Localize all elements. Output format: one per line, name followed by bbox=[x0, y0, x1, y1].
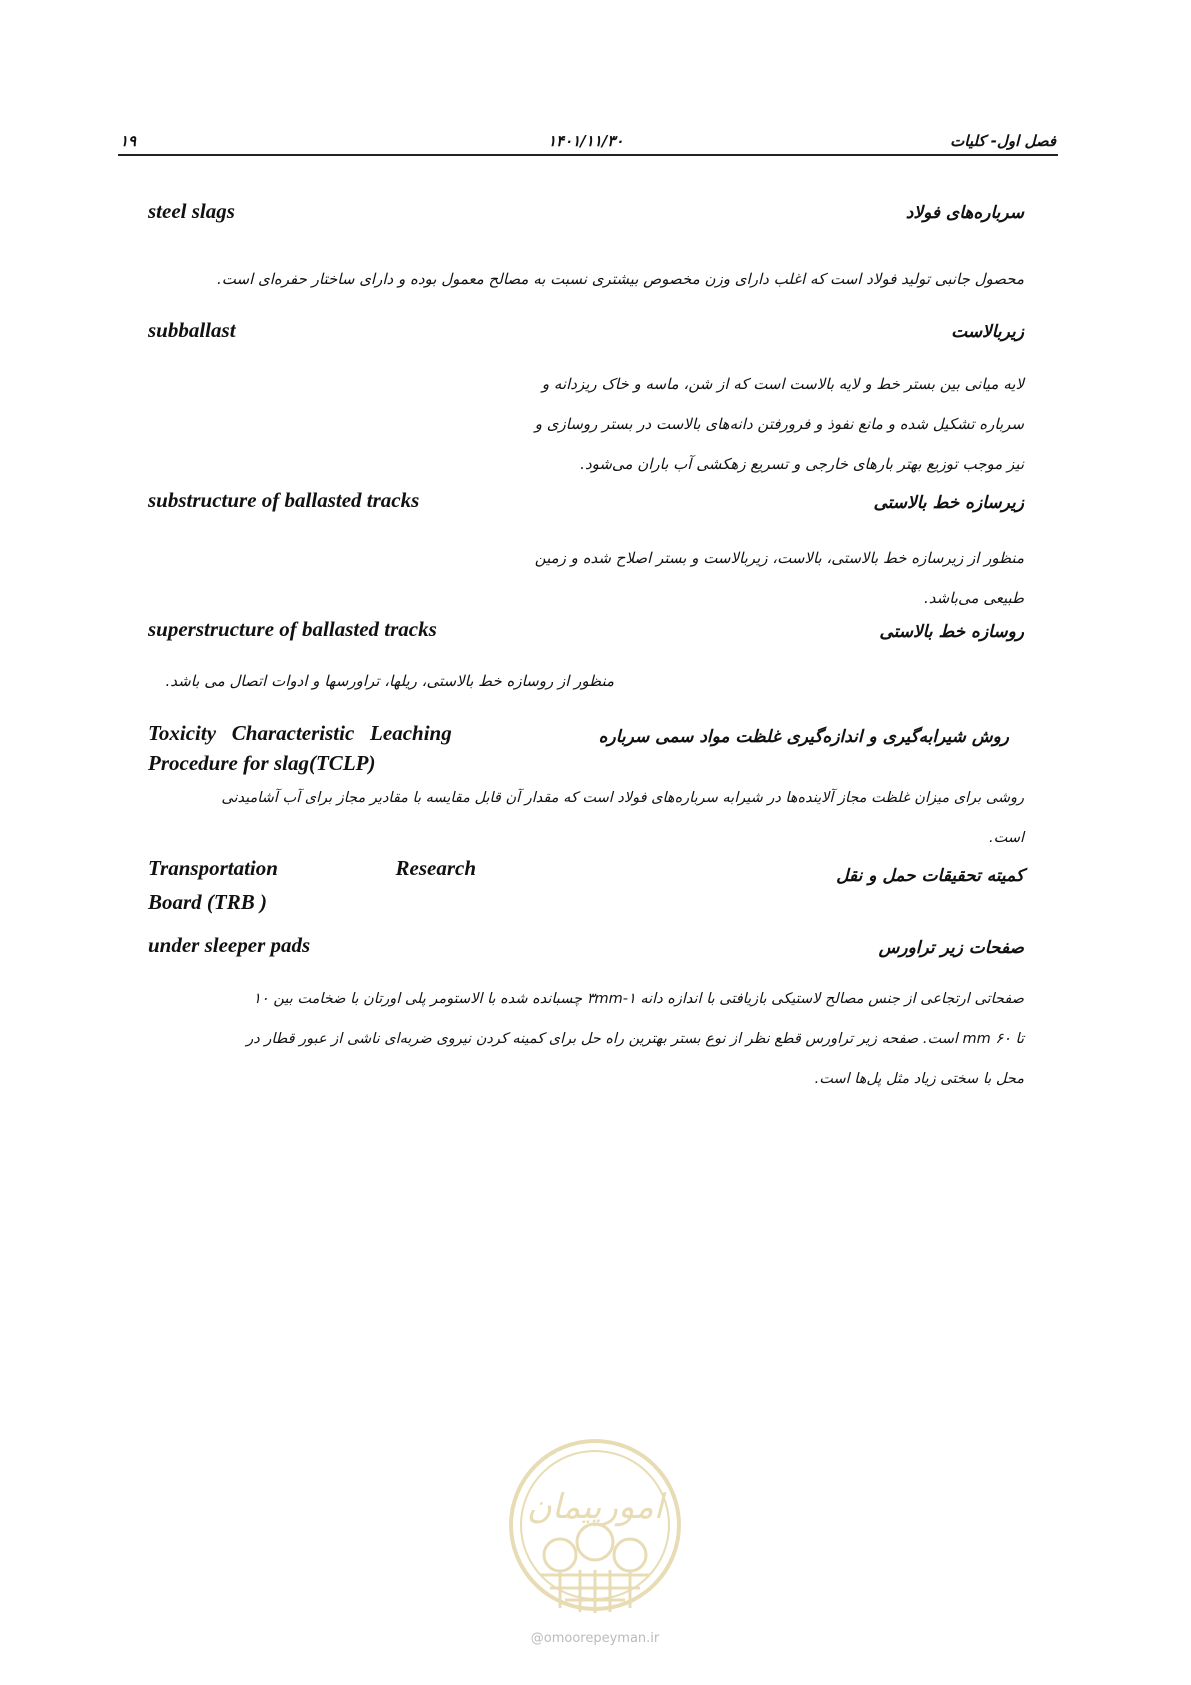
term-en-superstructure: superstructure of ballasted tracks bbox=[148, 617, 437, 641]
term-en-tclp-line2: Procedure for slag(TCLP) bbox=[148, 751, 376, 775]
term-en-subballast: subballast bbox=[148, 318, 236, 342]
definition-subballast bbox=[535, 364, 1024, 484]
definition-superstructure: منظور از روسازه خط بالاستی، ریلها، تراورسها و ادوات اتصال می باشد. bbox=[165, 672, 614, 690]
definition-line: تا ۶۰ mm است. صفحه زیر تراورس قطع نظر از نوع بستر بهترین راه حل برای کمینه کردن نیروی ضربه‌ای ناشی از عبور قطار در bbox=[246, 1031, 1024, 1047]
watermark-logo bbox=[505, 1430, 685, 1620]
definition-steel-slags: محصول جانبی تولید فولاد است که اغلب دارای وزن مخصوص بیشتری نسبت به مصالح معمول بوده و دارای ساختار حفره‌ای است. bbox=[217, 270, 1024, 288]
definition-usp bbox=[246, 979, 1024, 1099]
definition-line: نیز موجب توزیع بهتر بارهای خارجی و تسریع زهکشی آب باران می‌شود. bbox=[580, 455, 1024, 473]
page-number: ۱۹ bbox=[120, 132, 137, 150]
chapter-title: فصل اول- کلیات bbox=[950, 132, 1056, 150]
term-fa-superstructure: روسازه خط بالاستی bbox=[879, 622, 1024, 642]
definition-tclp bbox=[221, 778, 1024, 858]
term-fa-steel-slags: سرباره‌های فولاد bbox=[905, 203, 1024, 223]
definition-line: روشی برای میزان غلظت مجاز آلاینده‌ها در شیرابه سرباره‌های فولاد است که مقدار آن قابل مقایسه با مقادیر مجاز برای آب آشامیدنی bbox=[221, 790, 1024, 806]
definition-line: منظور از زیرسازه خط بالاستی، بالاست، زیربالاست و بستر اصلاح شده و زمین bbox=[534, 549, 1024, 567]
term-en-trb-line2: Board (TRB ) bbox=[148, 890, 268, 914]
definition-line: طبیعی می‌باشد. bbox=[924, 589, 1024, 607]
term-en-trb-word: Transportation bbox=[148, 856, 278, 880]
definition-line: صفحاتی ارتجاعی از جنس مصالح لاستیکی بازیافتی با اندازه دانه ۳mm-۱ چسبانده شده با الاستومر پلی اورتان با ضخامت بین ۱۰ bbox=[253, 991, 1024, 1007]
term-en-substructure: substructure of ballasted tracks bbox=[148, 488, 420, 512]
watermark-url: @omoorepeyman.ir bbox=[530, 1631, 660, 1646]
term-en-tclp-line1: Toxicity Characteristic Leaching bbox=[148, 721, 452, 745]
definition-substructure bbox=[535, 538, 1024, 618]
term-fa-substructure: زیرسازه خط بالاستی bbox=[873, 493, 1024, 513]
definition-line: است. bbox=[988, 830, 1024, 846]
term-en-steel-slags: steel slags bbox=[148, 199, 235, 223]
term-en-trb-word: Research bbox=[395, 856, 476, 880]
term-en-usp: under sleeper pads bbox=[148, 933, 311, 957]
term-fa-trb: کمیته تحقیقات حمل و نقل bbox=[836, 866, 1024, 886]
definition-line: سرباره تشکیل شده و مانع نفوذ و فرورفتن دانه‌های بالاست در بستر روسازی و bbox=[534, 415, 1024, 433]
term-fa-subballast: زیربالاست bbox=[951, 322, 1024, 342]
page-header bbox=[118, 128, 1058, 156]
term-fa-tclp: روش شیرابه‌گیری و اندازه‌گیری غلظت مواد سمی سرباره bbox=[598, 727, 1009, 747]
definition-line: محل با سختی زیاد مثل پل‌ها است. bbox=[814, 1071, 1024, 1087]
definition-line: لایه میانی بین بستر خط و لایه بالاست است که از شن، ماسه و خاک ریزدانه و bbox=[541, 375, 1024, 393]
term-en-trb-line1 bbox=[148, 856, 476, 887]
term-fa-usp: صفحات زیر تراورس bbox=[878, 938, 1024, 958]
header-date: ۱۴۰۱/۱۱/۳۰ bbox=[548, 132, 624, 150]
watermark-logo-text: امورپیمان bbox=[526, 1487, 664, 1527]
